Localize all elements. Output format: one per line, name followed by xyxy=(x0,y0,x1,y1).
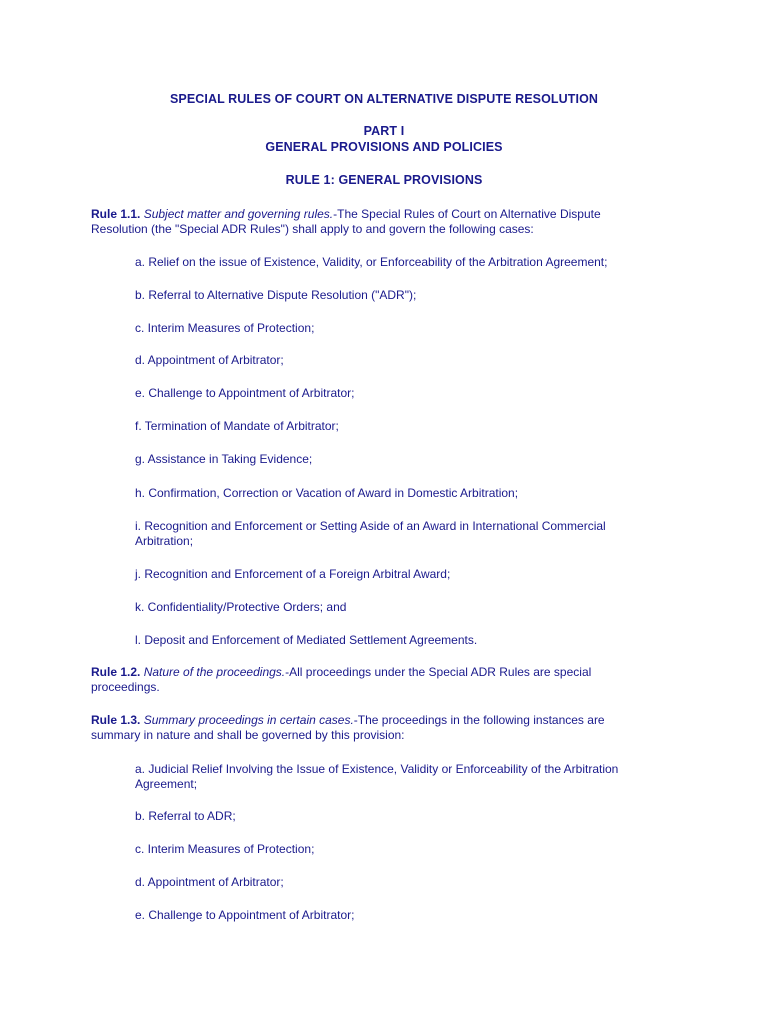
list-item: d. Appointment of Arbitrator; xyxy=(135,875,284,889)
list-item: d. Appointment of Arbitrator; xyxy=(135,353,284,367)
rule-text: -The Special Rules of Court on Alternative Dispute Resolution (the "Special ADR Rules") shall apply to and govern the following cases: xyxy=(91,207,601,236)
list-item: e. Challenge to Appointment of Arbitrator; xyxy=(135,908,355,922)
part-subtitle: GENERAL PROVISIONS AND POLICIES xyxy=(265,140,503,154)
list-item: b. Referral to Alternative Dispute Resolution ("ADR"); xyxy=(135,288,417,302)
list-item: k. Confidentiality/Protective Orders; and xyxy=(135,600,347,614)
rule-1-2-paragraph xyxy=(91,665,651,695)
rule-text: -All proceedings under the Special ADR Rules are special proceedings. xyxy=(91,665,592,694)
part-label: PART I xyxy=(363,124,405,138)
list-item: h. Confirmation, Correction or Vacation of Award in Domestic Arbitration; xyxy=(135,486,519,500)
list-item: e. Challenge to Appointment of Arbitrator; xyxy=(135,386,355,400)
list-item: b. Referral to ADR; xyxy=(135,809,236,823)
document-title: SPECIAL RULES OF COURT ON ALTERNATIVE DISPUTE RESOLUTION xyxy=(169,92,599,106)
list-item: j. Recognition and Enforcement of a Foreign Arbitral Award; xyxy=(135,567,451,581)
list-item: g. Assistance in Taking Evidence; xyxy=(135,452,313,466)
list-item: a. Relief on the issue of Existence, Validity, or Enforceability of the Arbitration Agreement; xyxy=(135,255,608,269)
list-item: c. Interim Measures of Protection; xyxy=(135,321,315,335)
rule-1-heading: RULE 1: GENERAL PROVISIONS xyxy=(285,173,483,187)
rule-number: Rule 1.3. xyxy=(91,713,141,727)
rule-text: -The proceedings in the following instances are summary in nature and shall be governed by this provision: xyxy=(91,713,605,742)
list-item: f. Termination of Mandate of Arbitrator; xyxy=(135,419,339,433)
rule-caption: Summary proceedings in certain cases. xyxy=(143,713,354,727)
rule-number: Rule 1.1. xyxy=(91,207,141,221)
rule-caption: Subject matter and governing rules. xyxy=(143,207,334,221)
rule-1-3-paragraph xyxy=(91,713,651,743)
list-item: l. Deposit and Enforcement of Mediated Settlement Agreements. xyxy=(135,633,478,647)
rule-caption: Nature of the proceedings. xyxy=(143,665,286,679)
list-item: i. Recognition and Enforcement or Setting Aside of an Award in International Commercial Arbitration; xyxy=(135,519,606,548)
list-item: c. Interim Measures of Protection; xyxy=(135,842,315,856)
list-item: a. Judicial Relief Involving the Issue of Existence, Validity or Enforceability of the Arbitration Agreement; xyxy=(135,762,619,791)
rule-number: Rule 1.2. xyxy=(91,665,141,679)
rule-1-1-paragraph xyxy=(91,207,651,237)
